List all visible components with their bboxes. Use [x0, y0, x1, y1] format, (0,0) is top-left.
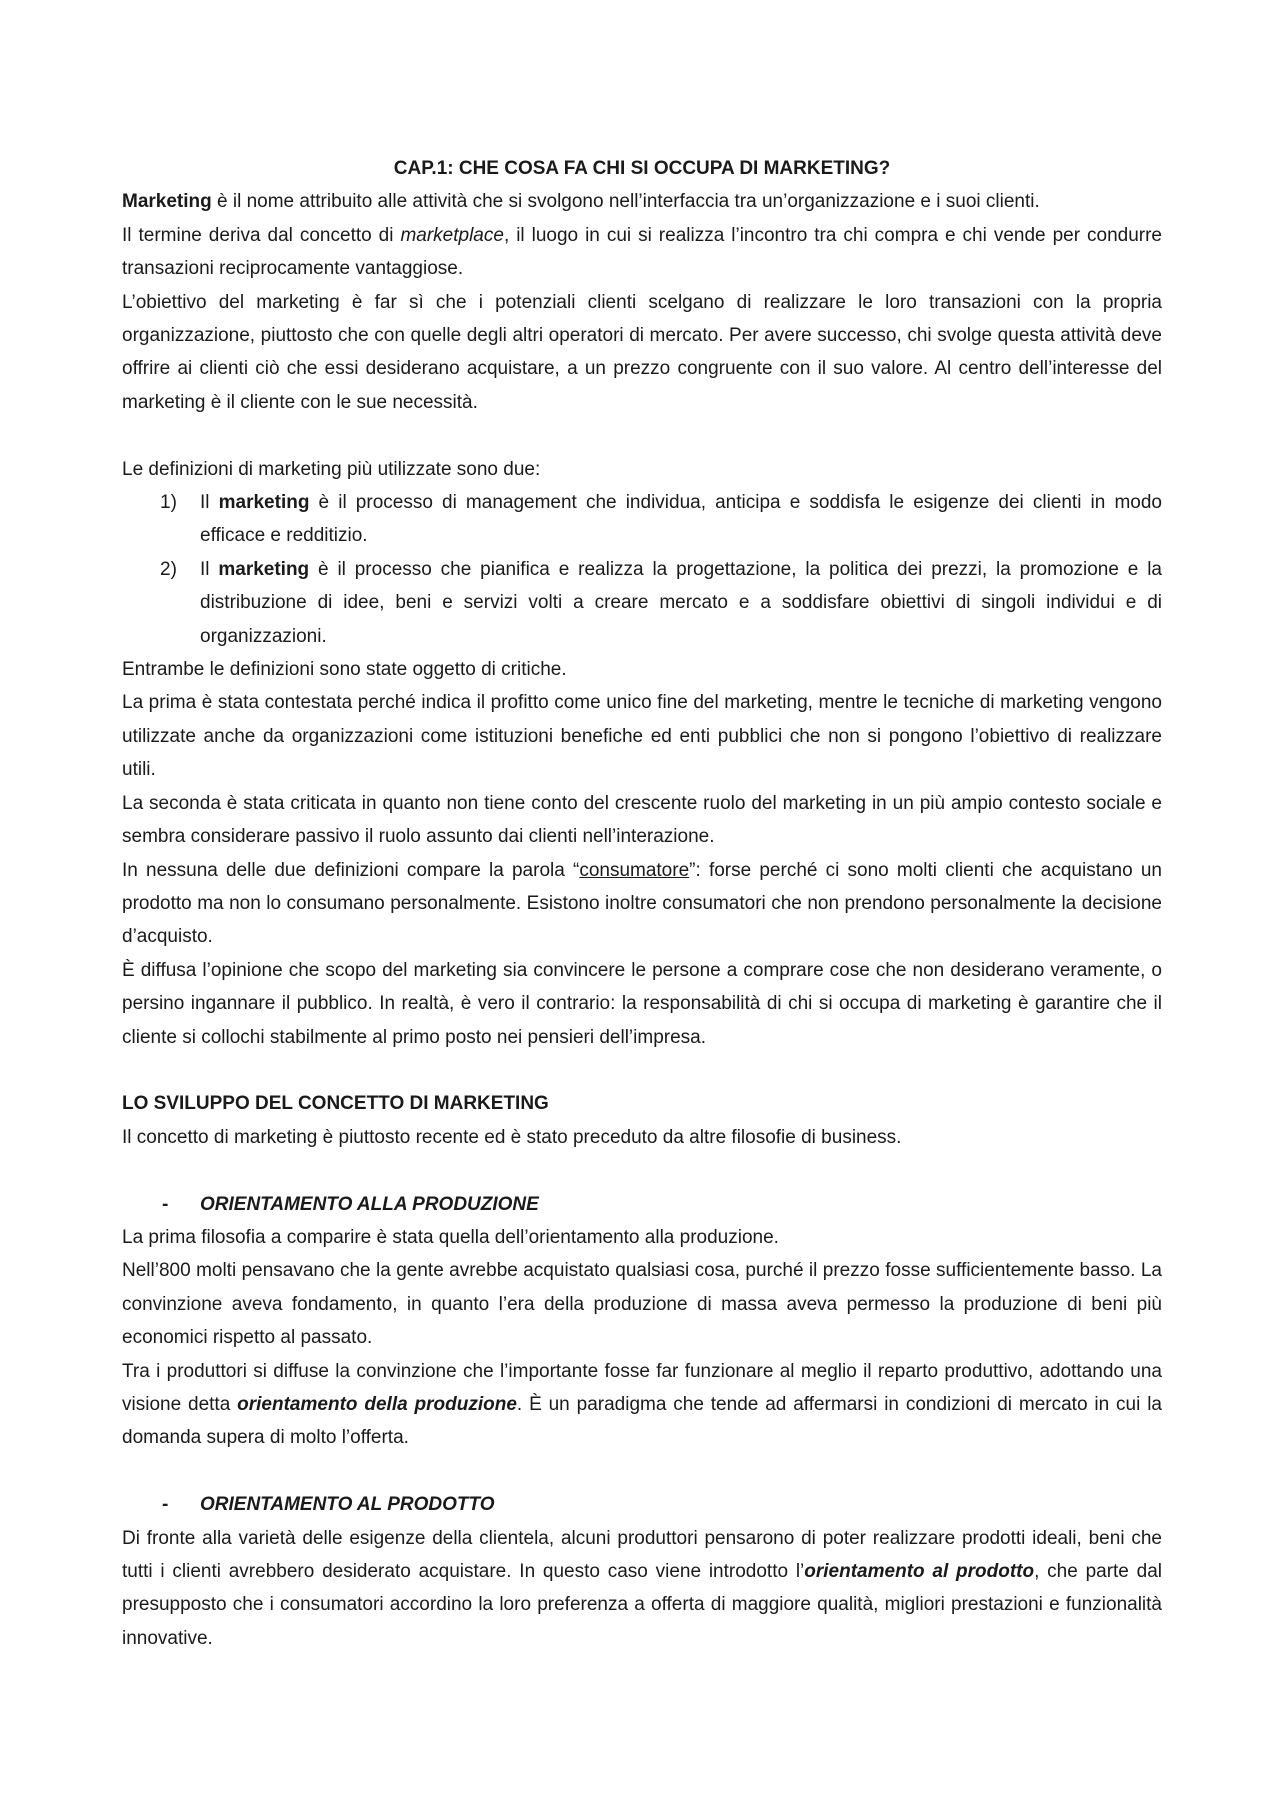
spacer: [122, 1054, 1162, 1087]
subheading-production: - ORIENTAMENTO ALLA PRODUZIONE: [162, 1193, 539, 1215]
term-consumatore: consumatore: [579, 859, 690, 881]
paragraph-objective: L’obiettivo del marketing è far sì che i potenziali clienti scelgano di realizzare le loro transazioni con la propria organizzazione, piuttosto che con quelle degli altri operatori di mercato. Per avere successo, chi svolge questa attività deve offrire ai clienti ciò che essi desiderano acquistare, a un prezzo congruente con il suo valore. Al centro dell’interesse del marketing è il cliente con le sue necessità.: [122, 291, 1162, 413]
definition-item: 1) Il marketing è il processo di management che individua, anticipa e soddisfa le esigenze dei clienti in modo efficace e redditizio.: [160, 492, 1162, 547]
paragraph-marketplace: Il termine deriva dal concetto di marketplace, il luogo in cui si realizza l’incontro tra chi compra e chi vende per condurre transazioni reciprocamente vantaggiose.: [122, 224, 1162, 280]
paragraph-critiques: Entrambe le definizioni sono state oggetto di critiche.: [122, 659, 567, 681]
term-orientamento-produzione: orientamento della produzione: [237, 1393, 517, 1415]
term-marketplace: marketplace: [400, 224, 504, 246]
paragraph-production-3: Tra i produttori si diffuse la convinzione che l’importante fosse far funzionare al meglio il reparto produttivo, adottando una visione detta orientamento della produzione. È un paradigma che tende ad affermarsi in condizioni di mercato in cui la domanda supera di molto l’offerta.: [122, 1360, 1162, 1449]
subheading-product: - ORIENTAMENTO AL PRODOTTO: [162, 1494, 495, 1516]
paragraph-opinion: È diffusa l’opinione che scopo del marketing sia convincere le persone a comprare cose che non desiderano veramente, o persino ingannare il pubblico. In realtà, è vero il contrario: la responsabilità di chi si occupa di marketing è garantire che il cliente si collochi stabilmente al primo posto nei pensieri dell’impresa.: [122, 959, 1162, 1048]
paragraph-development: Il concetto di marketing è piuttosto recente ed è stato preceduto da altre filosofie di business.: [122, 1126, 902, 1148]
paragraph-production-2: Nell’800 molti pensavano che la gente avrebbe acquistato qualsiasi cosa, purché il prezzo fosse sufficientemente basso. La convinzione aveva fondamento, in quanto l’era della produzione di massa aveva permesso la produzione di beni più economici rispetto al passato.: [122, 1260, 1162, 1349]
spacer: [122, 1455, 1162, 1488]
paragraph-first-critique: La prima è stata contestata perché indica il profitto come unico fine del marketing, mentre le tecniche di marketing vengono utilizzate anche da organizzazioni come istituzioni benefiche ed enti pubblici che non si pongono l’obiettivo di realizzare utili.: [122, 692, 1162, 781]
paragraph-second-critique: La seconda è stata criticata in quanto non tiene conto del crescente ruolo del marketing in un più ampio contesto sociale e sembra considerare passivo il ruolo assunto dai clienti nell’interazione.: [122, 792, 1162, 848]
spacer: [122, 1154, 1162, 1187]
paragraph-production-1: La prima filosofia a comparire è stata quella dell’orientamento alla produzione.: [122, 1226, 779, 1248]
definitions-lead: Le definizioni di marketing più utilizzate sono due:: [122, 458, 541, 480]
term-orientamento-prodotto: orientamento al prodotto: [804, 1561, 1035, 1582]
document-body: [122, 152, 1162, 1655]
definition-item: 2) Il marketing è il processo che pianifica e realizza la progettazione, la politica dei prezzi, la promozione e la distribuzione di idee, beni e servizi volti a creare mercato e a soddisfare obiettivi di singoli individui e di organizzazioni.: [160, 558, 1162, 647]
term-marketing: Marketing: [122, 191, 212, 213]
chapter-title: CAP.1: CHE COSA FA CHI SI OCCUPA DI MARKETING?: [393, 158, 891, 179]
paragraph-marketing-definition: Marketing è il nome attribuito alle attività che si svolgono nell’interfaccia tra un’organizzazione e i suoi clienti.: [122, 191, 1040, 213]
definitions-list: [122, 486, 1162, 653]
spacer: [122, 419, 1162, 452]
section-heading-development: LO SVILUPPO DEL CONCETTO DI MARKETING: [122, 1093, 549, 1115]
paragraph-consumer: In nessuna delle due definizioni compare la parola “consumatore”: forse perché ci sono molti clienti che acquistano un prodotto ma non lo consumano personalmente. Esistono inoltre consumatori che non prendono personalmente la decisione d’acquisto.: [122, 859, 1162, 948]
paragraph-product-1: Di fronte alla varietà delle esigenze della clientela, alcuni produttori pensarono di poter realizzare prodotti ideali, beni che tutti i clienti avrebbero desiderato acquistare. In questo caso viene introdotto l’orientamento al prodotto, che parte dal presupposto che i consumatori accordino la loro preferenza a offerta di maggiore qualità, migliori prestazioni e funzionalità innovative.: [122, 1527, 1163, 1649]
